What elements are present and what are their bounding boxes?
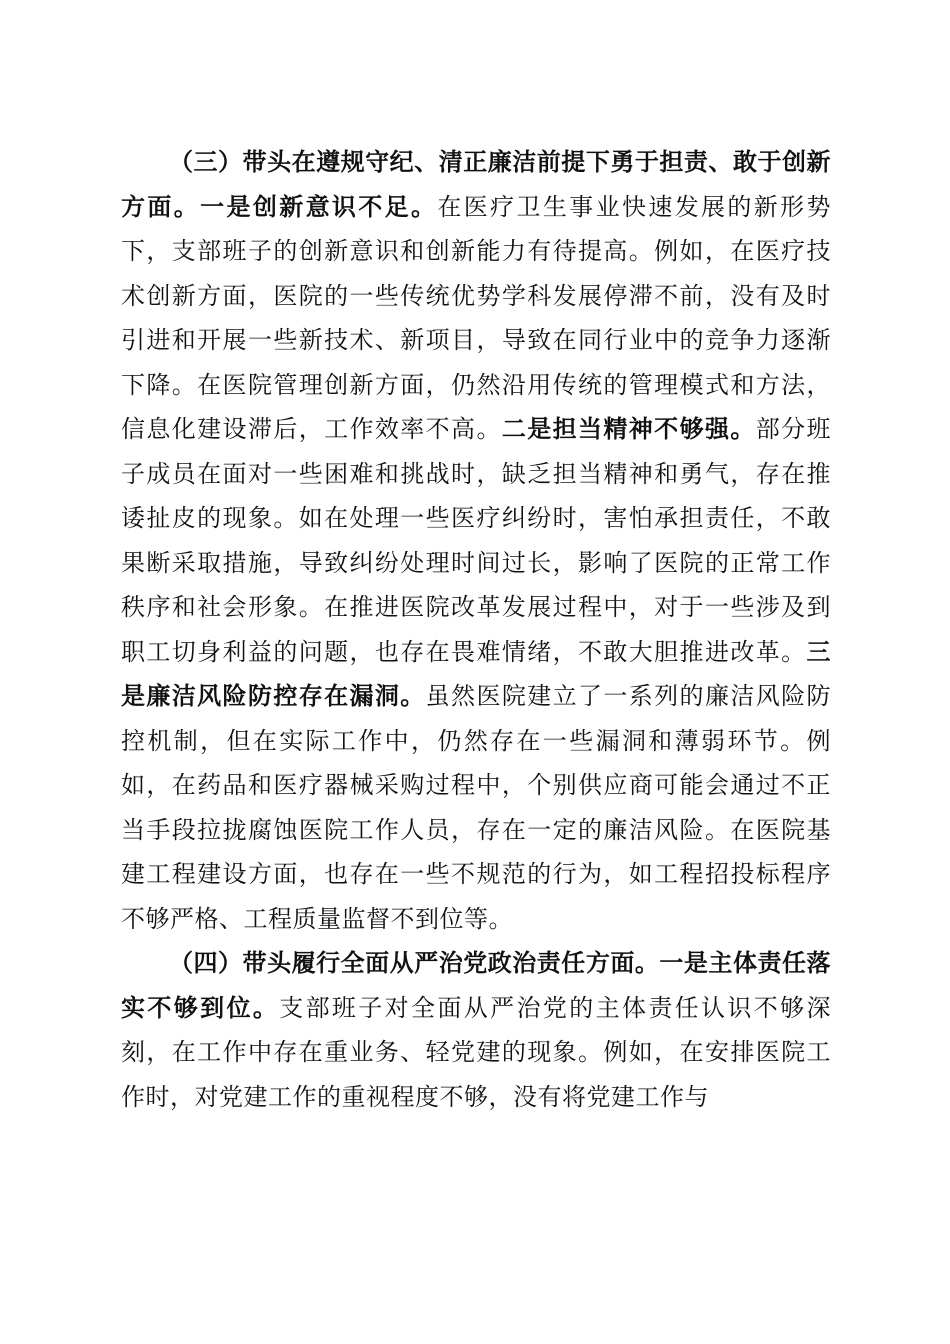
point-3-heading: 三是廉洁风险防控存在漏洞。 [121,636,831,710]
paragraph-section-3 [121,140,831,941]
document-body [121,140,831,1119]
point-2-body: 部分班子成员在面对一些困难和挑战时，缺乏担当精神和勇气，存在推诿扯皮的现象。如在处理一些医疗纠纷时，害怕承担责任，不敢果断采取措施，导致纠纷处理时间过长，影响了医院的正常工作秩序和社会形象。在推进医院改革发展过程中，对于一些涉及到职工切身利益的问题，也存在畏难情绪，不敢大胆推进改革。 [121,415,832,666]
point-3-body: 虽然医院建立了一系列的廉洁风险防控机制，但在实际工作中，仍然存在一些漏洞和薄弱环节。例如，在药品和医疗器械采购过程中，个别供应商可能会通过不正当手段拉拢腐蚀医院工作人员，存在一定的廉洁风险。在医院基建工程建设方面，也存在一些不规范的行为，如工程招投标程序不够严格、工程质量监督不到位等。 [121,682,832,933]
section-4-heading: （四）带头履行全面从严治党政治责任方面。 [169,948,660,977]
point-1-body: 在医疗卫生事业快速发展的新形势下，支部班子的创新意识和创新能力有待提高。例如，在医疗技术创新方面，医院的一些传统优势学科发展停滞不前，没有及时引进和开展一些新技术、新项目，导致在同行业中的竞争力逐渐下降。在医院管理创新方面，仍然沿用传统的管理模式和方法，信息化建设滞后，工作效率不高。 [121,192,832,443]
point-2-heading: 二是担当精神不够强。 [501,414,756,443]
paragraph-section-4 [121,941,831,1119]
section-3-heading: （三）带头在遵规守纪、清正廉洁前提下勇于担责、敢于创新方面。 [121,147,831,221]
section-4-point-1-body: 支部班子对全面从严治党的主体责任认识不够深刻，在工作中存在重业务、轻党建的现象。例如，在安排医院工作时，对党建工作的重视程度不够，没有将党建工作与 [121,993,832,1111]
point-1-heading: 一是创新意识不足。 [200,191,438,221]
section-4-point-1-heading: 一是主体责任落实不够到位。 [121,948,832,1022]
